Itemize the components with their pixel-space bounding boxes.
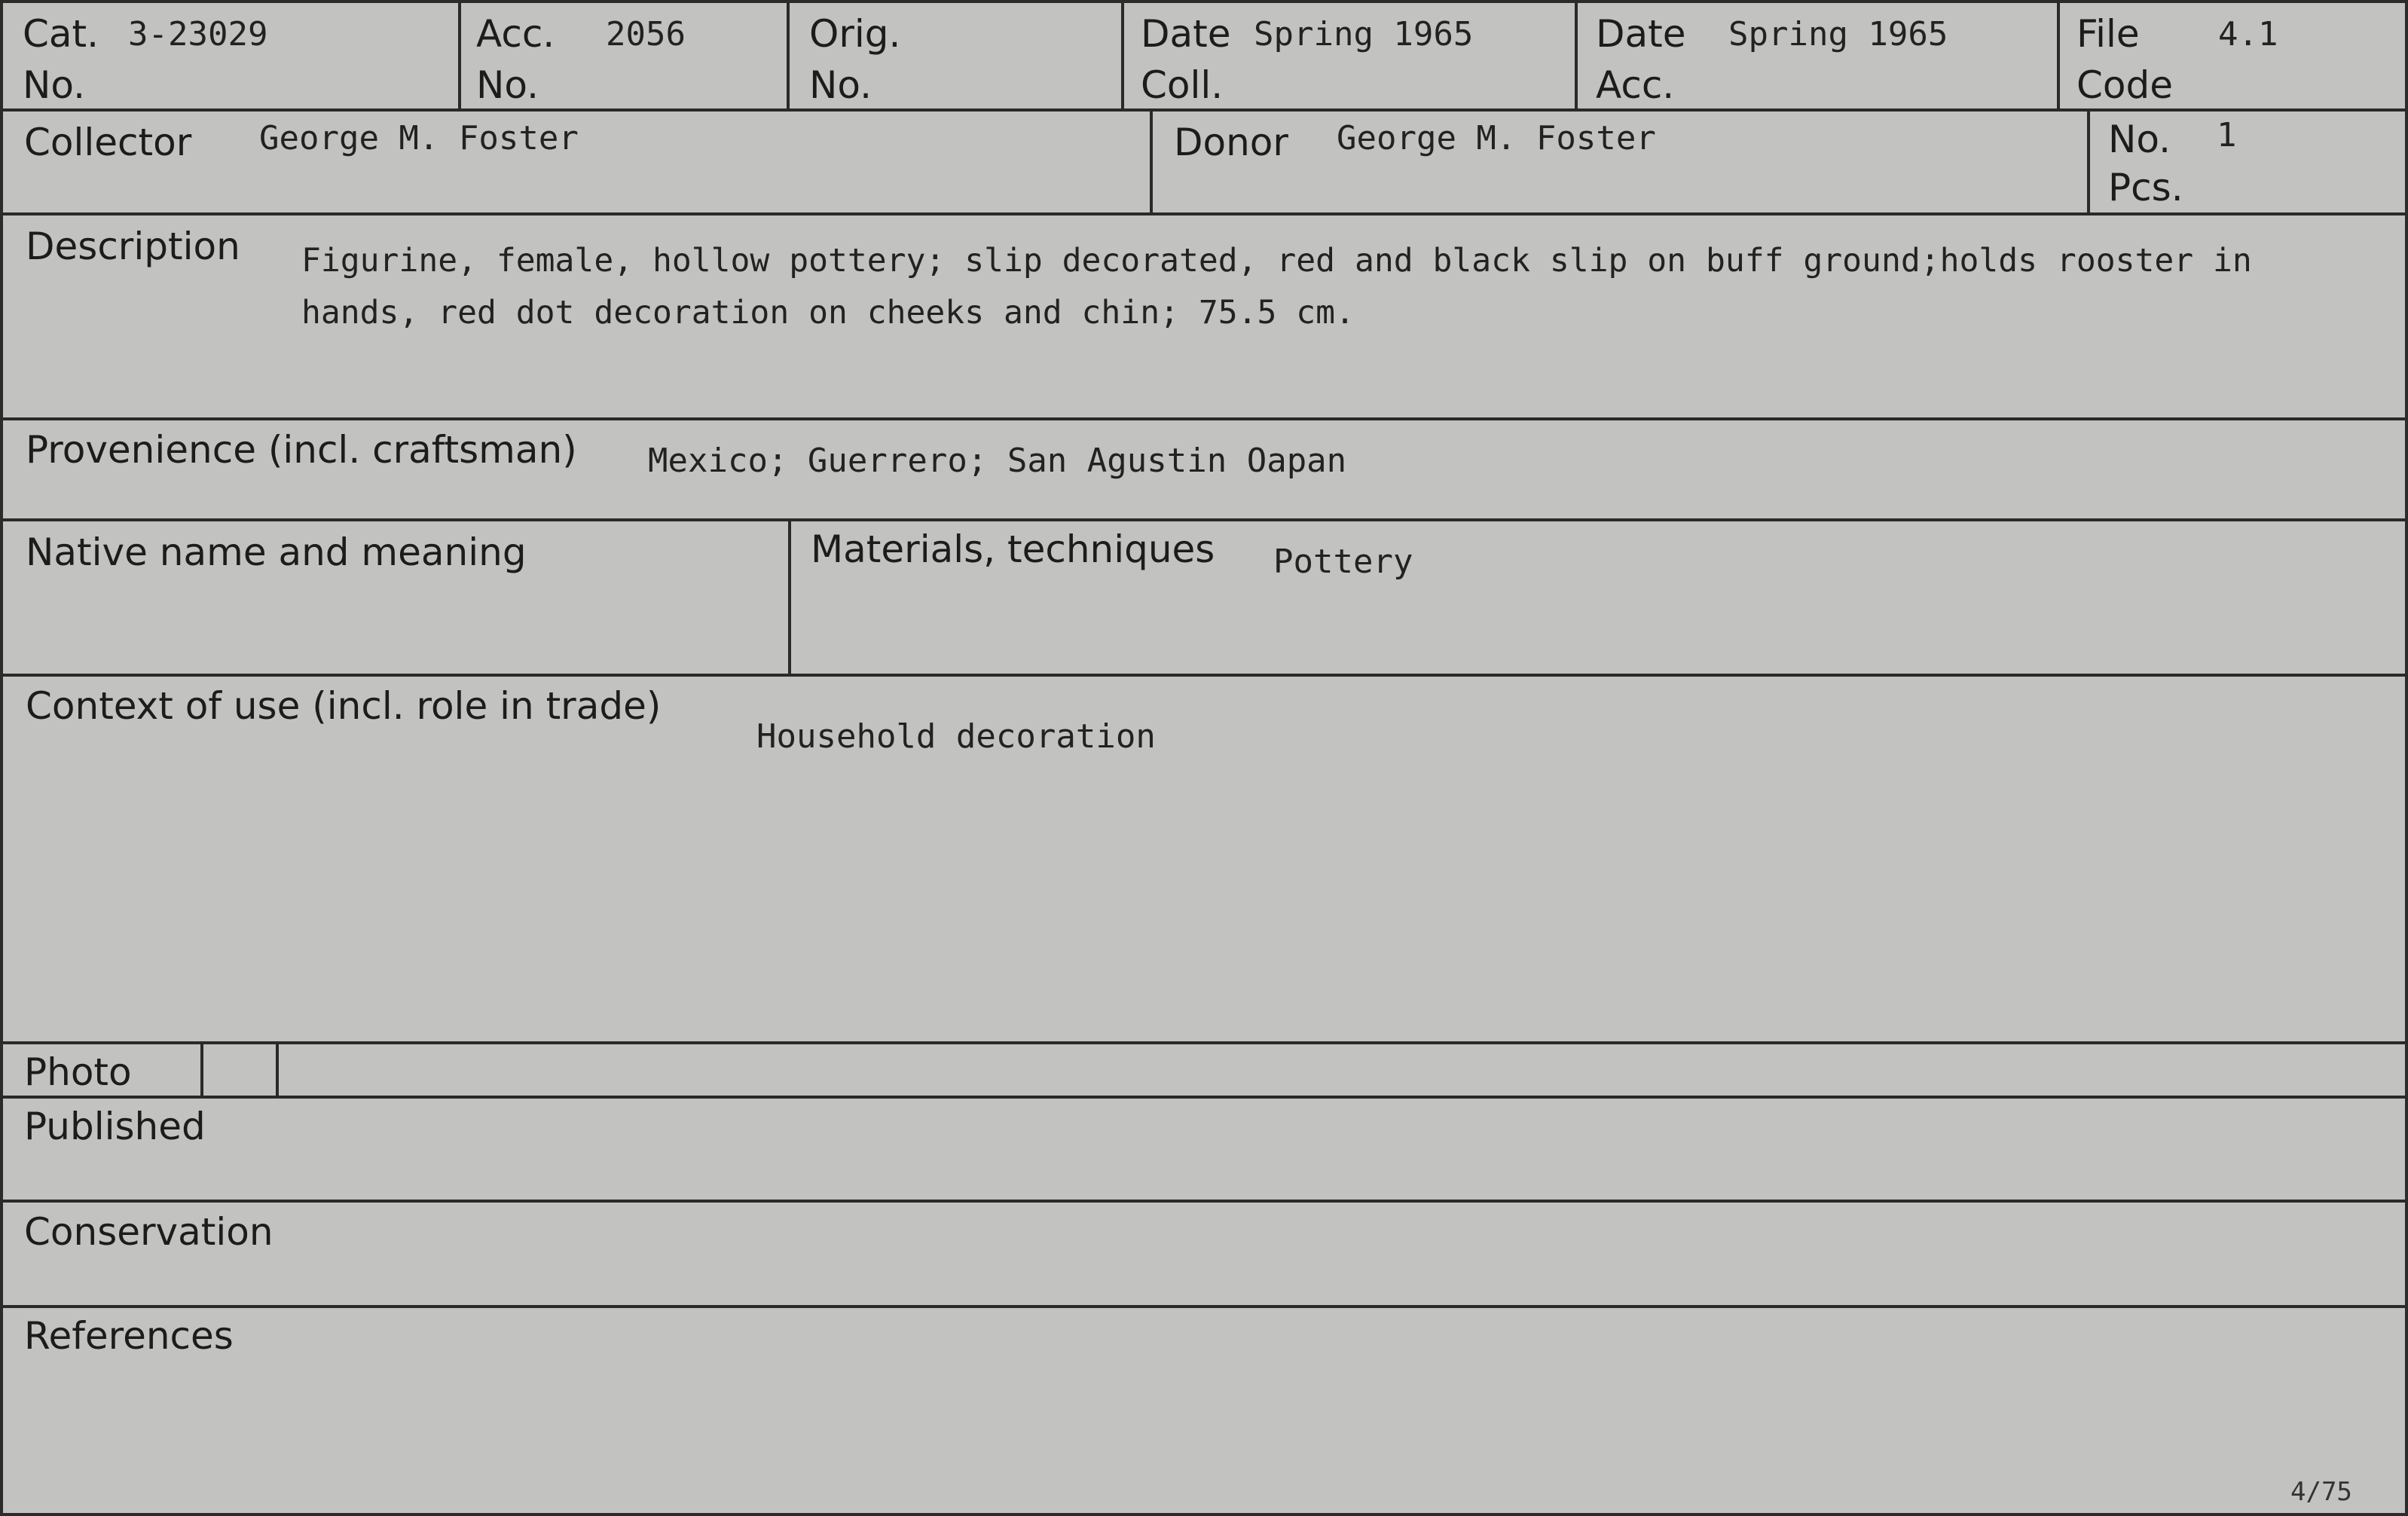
rule-acc-orig — [787, 3, 790, 110]
collector-label: Collector — [24, 121, 192, 164]
rule-collector-donor — [1150, 109, 1153, 214]
rule-donor-pcs — [2087, 109, 2090, 214]
acc-no-value: 2056 — [606, 15, 686, 53]
cat-no-label-line1: Cat. — [23, 12, 99, 56]
context-value: Household decoration — [756, 717, 1156, 756]
description-value: Figurine, female, hollow pottery; slip decorated, red and black slip on buff ground;holds rooster in hands, red dot decoration on cheeks and chin; 75.5 cm. — [301, 242, 2252, 332]
rule-photo-box-1 — [200, 1041, 203, 1097]
rule-description-bottom — [3, 417, 2408, 420]
description-label: Description — [26, 225, 240, 268]
rule-cat-acc — [458, 3, 461, 110]
conservation-label: Conservation — [24, 1210, 273, 1254]
orig-no-label-line2: No. — [809, 63, 872, 107]
cat-no-value: 3-23029 — [128, 15, 268, 53]
orig-no-label-line1: Orig. — [809, 12, 901, 56]
context-label: Context of use (incl. role in trade) — [26, 684, 662, 728]
rule-orig-datecoll — [1121, 3, 1124, 110]
cat-no-label-line2: No. — [23, 63, 86, 107]
rule-photo-box-2 — [276, 1041, 279, 1097]
rule-conservation-bottom — [3, 1305, 2408, 1308]
date-coll-value: Spring 1965 — [1254, 15, 1474, 53]
donor-label: Donor — [1174, 121, 1288, 164]
pieces-value: 1 — [2217, 116, 2237, 154]
print-date-stamp: 4/75 — [2290, 1477, 2352, 1507]
rule-published-bottom — [3, 1200, 2408, 1203]
materials-label: Materials, techniques — [811, 527, 1215, 571]
donor-value: George M. Foster — [1337, 119, 1656, 157]
rule-photo-bottom — [3, 1096, 2408, 1099]
photo-label: Photo — [24, 1050, 132, 1094]
date-acc-value: Spring 1965 — [1728, 15, 1948, 53]
date-coll-label-line1: Date — [1141, 12, 1231, 56]
native-name-label: Native name and meaning — [26, 530, 527, 574]
date-acc-label-line1: Date — [1596, 12, 1686, 56]
published-label: Published — [24, 1105, 206, 1148]
file-code-label-line1: File — [2076, 12, 2140, 56]
rule-provenience-bottom — [3, 518, 2408, 521]
rule-context-bottom — [3, 1041, 2408, 1044]
file-code-value: 4.1 — [2218, 15, 2278, 53]
materials-value: Pottery — [1273, 543, 1413, 581]
rule-native-materials — [788, 518, 791, 675]
date-coll-label-line2: Coll. — [1141, 63, 1224, 107]
date-acc-label-line2: Acc. — [1596, 63, 1675, 107]
pieces-label-line1: No. — [2108, 118, 2171, 161]
rule-native-bottom — [3, 674, 2408, 677]
collector-value: George M. Foster — [259, 119, 579, 157]
acc-no-label-line1: Acc. — [476, 12, 555, 56]
rule-datecoll-dateacc — [1575, 3, 1578, 110]
provenience-value: Mexico; Guerrero; San Agustin Oapan — [648, 442, 1347, 480]
references-label: References — [24, 1314, 234, 1358]
pieces-label-line2: Pcs. — [2108, 166, 2183, 209]
file-code-label-line2: Code — [2076, 63, 2174, 107]
rule-dateacc-file — [2057, 3, 2060, 110]
rule-collector-bottom — [3, 212, 2408, 215]
acc-no-label-line2: No. — [476, 63, 539, 107]
provenience-label: Provenience (incl. craftsman) — [26, 428, 577, 472]
